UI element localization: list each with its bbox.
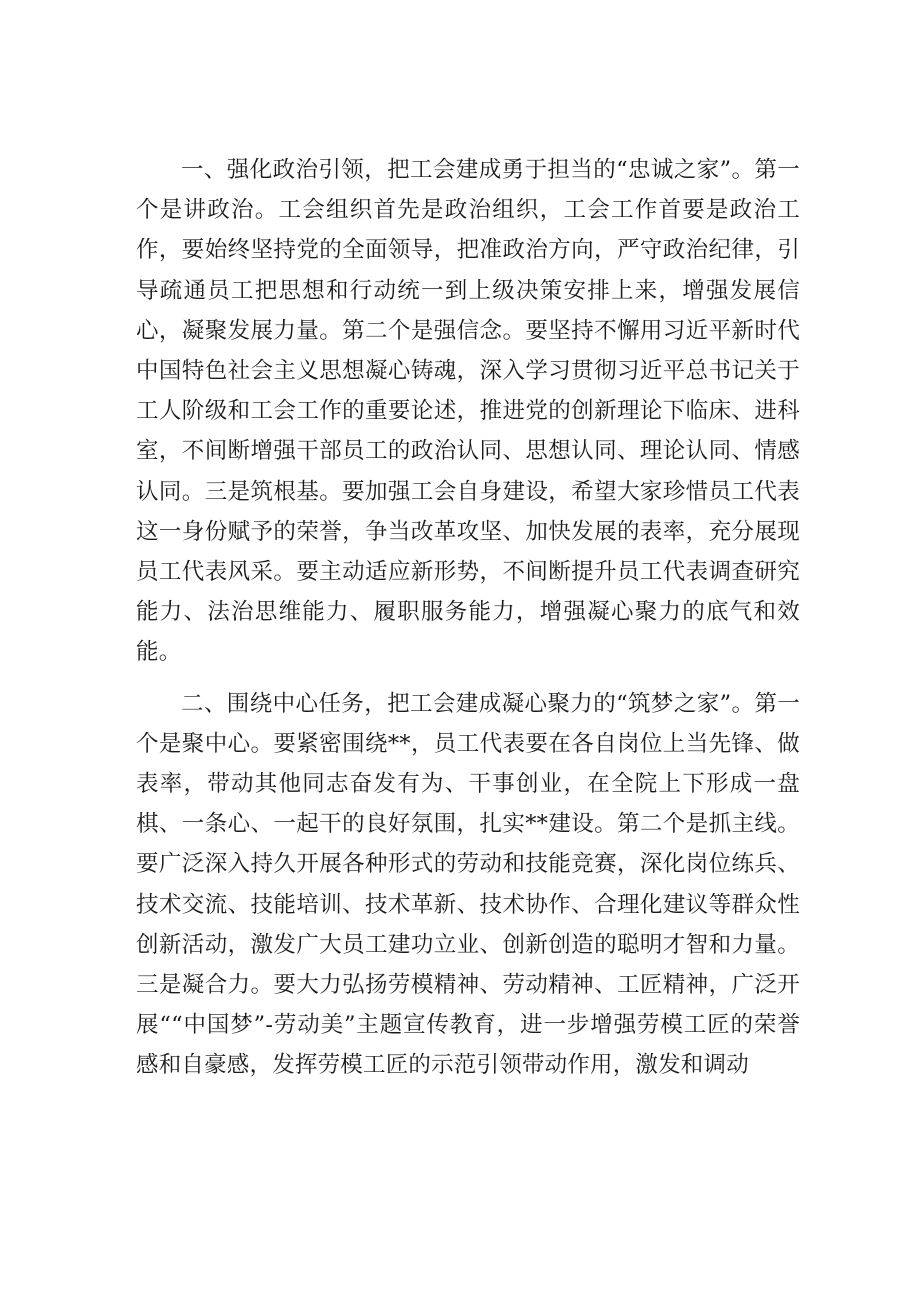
document-body — [136, 150, 800, 1086]
paragraph-2: 二、围绕中心任务，把工会建成凝心聚力的“筑梦之家”。第一个是聚中心。要紧密围绕**，员工代表要在各自岗位上当先锋、做表率，带动其他同志奋发有为、干事创业，在全院上下形成一盘棋、一条心、一起干的良好氛围，扎实**建设。第二个是抓主线。要广泛深入持久开展各种形式的劳动和技能竞赛，深化岗位练兵、技术交流、技能培训、技术革新、技术协作、合理化建议等群众性创新活动，激发广大员工建功立业、创新创造的聪明才智和力量。三是凝合力。要大力弘扬劳模精神、劳动精神、工匠精神，广泛开展““中国梦”-劳动美”主题宣传教育，进一步增强劳模工匠的荣誉感和自豪感，发挥劳模工匠的示范引领带动作用，激发和调动 — [136, 690, 800, 1079]
paragraph-1: 一、强化政治引领，把工会建成勇于担当的“忠诚之家”。第一个是讲政治。工会组织首先是政治组织，工会工作首要是政治工作，要始终坚持党的全面领导，把准政治方向，严守政治纪律，引导疏通员工把思想和行动统一到上级决策安排上来，增强发展信心，凝聚发展力量。第二个是强信念。要坚持不懈用习近平新时代中国特色社会主义思想凝心铸魂，深入学习贯彻习近平总书记关于工人阶级和工会工作的重要论述，推进党的创新理论下临床、进科室，不间断增强干部员工的政治认同、思想认同、理论认同、情感认同。三是筑根基。要加强工会自身建设，希望大家珍惜员工代表这一身份赋予的荣誉，争当改革攻坚、加快发展的表率，充分展现员工代表风采。要主动适应新形势，不间断提升员工代表调查研究能力、法治思维能力、履职服务能力，增强凝心聚力的底气和效能。 — [136, 157, 800, 666]
